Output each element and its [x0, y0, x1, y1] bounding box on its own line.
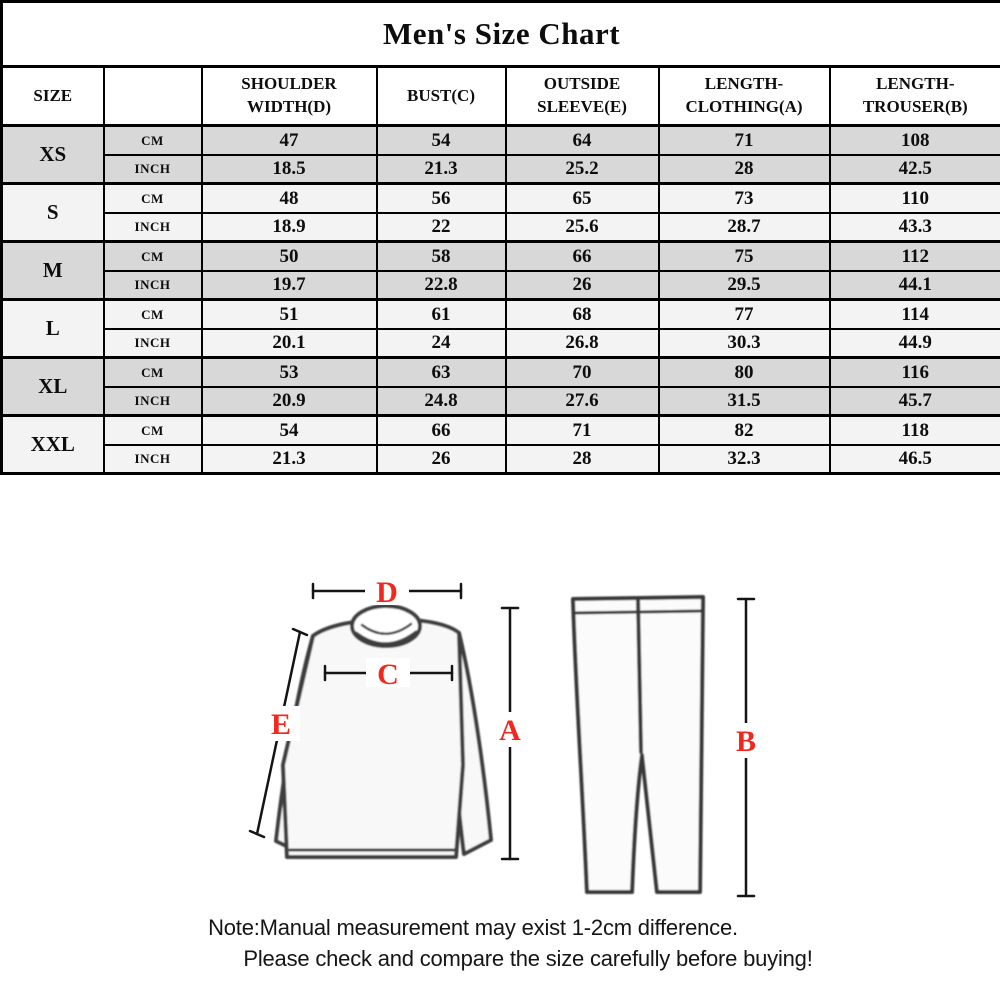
unit-cell: CM: [104, 242, 202, 271]
value-cell: 63: [377, 358, 506, 387]
unit-cell: CM: [104, 184, 202, 213]
note-line-1: Note:Manual measurement may exist 1-2cm difference.: [208, 915, 738, 940]
page-title: Men's Size Chart: [2, 2, 1000, 67]
column-header-unit: [104, 67, 202, 126]
value-cell: 118: [830, 416, 1000, 445]
size-cell: XS: [2, 126, 104, 184]
header-row: [2, 67, 1000, 126]
value-cell: 82: [659, 416, 830, 445]
value-cell: 44.9: [830, 329, 1000, 358]
value-cell: 65: [506, 184, 659, 213]
size-cell: S: [2, 184, 104, 242]
shirt-body: [283, 619, 463, 857]
value-cell: 43.3: [830, 213, 1000, 242]
label-sleeve-e: E: [270, 708, 292, 741]
table-row: [2, 184, 1000, 213]
value-cell: 51: [202, 300, 377, 329]
column-header-clothing: LENGTH-CLOTHING(A): [659, 67, 830, 126]
unit-cell: CM: [104, 300, 202, 329]
table-row: [2, 300, 1000, 329]
value-cell: 75: [659, 242, 830, 271]
value-cell: 46.5: [830, 445, 1000, 474]
measurement-diagram: [0, 475, 1000, 915]
table-row: [2, 242, 1000, 271]
value-cell: 48: [202, 184, 377, 213]
value-cell: 22.8: [377, 271, 506, 300]
title-row: [2, 2, 1000, 67]
value-cell: 25.2: [506, 155, 659, 184]
value-cell: 26: [506, 271, 659, 300]
value-cell: 28: [506, 445, 659, 474]
value-cell: 27.6: [506, 387, 659, 416]
column-header-bust: BUST(C): [377, 67, 506, 126]
value-cell: 44.1: [830, 271, 1000, 300]
value-cell: 19.7: [202, 271, 377, 300]
value-cell: 26.8: [506, 329, 659, 358]
note-text: [0, 912, 1000, 974]
column-header-shoulder: SHOULDER WIDTH(D): [202, 67, 377, 126]
value-cell: 32.3: [659, 445, 830, 474]
value-cell: 114: [830, 300, 1000, 329]
unit-cell: CM: [104, 358, 202, 387]
value-cell: 21.3: [202, 445, 377, 474]
size-cell: L: [2, 300, 104, 358]
value-cell: 20.1: [202, 329, 377, 358]
table-row: [2, 358, 1000, 387]
value-cell: 73: [659, 184, 830, 213]
value-cell: 68: [506, 300, 659, 329]
table-row: [2, 329, 1000, 358]
value-cell: 25.6: [506, 213, 659, 242]
unit-cell: INCH: [104, 213, 202, 242]
unit-cell: INCH: [104, 155, 202, 184]
value-cell: 66: [506, 242, 659, 271]
size-cell: XXL: [2, 416, 104, 474]
value-cell: 26: [377, 445, 506, 474]
table-row: [2, 155, 1000, 184]
value-cell: 20.9: [202, 387, 377, 416]
table-row: [2, 416, 1000, 445]
value-cell: 64: [506, 126, 659, 155]
value-cell: 18.9: [202, 213, 377, 242]
value-cell: 31.5: [659, 387, 830, 416]
label-clothing-length-a: A: [499, 714, 521, 747]
unit-cell: INCH: [104, 387, 202, 416]
unit-cell: CM: [104, 416, 202, 445]
label-bust-c: C: [377, 658, 399, 691]
value-cell: 56: [377, 184, 506, 213]
value-cell: 42.5: [830, 155, 1000, 184]
unit-cell: INCH: [104, 329, 202, 358]
value-cell: 77: [659, 300, 830, 329]
value-cell: 58: [377, 242, 506, 271]
size-table: [0, 0, 1000, 475]
size-cell: XL: [2, 358, 104, 416]
table-row: [2, 126, 1000, 155]
shirt-diagram: [276, 606, 491, 857]
value-cell: 53: [202, 358, 377, 387]
value-cell: 70: [506, 358, 659, 387]
table-row: [2, 213, 1000, 242]
value-cell: 108: [830, 126, 1000, 155]
value-cell: 61: [377, 300, 506, 329]
value-cell: 71: [659, 126, 830, 155]
trousers-diagram: [573, 597, 703, 892]
unit-cell: CM: [104, 126, 202, 155]
value-cell: 80: [659, 358, 830, 387]
value-cell: 50: [202, 242, 377, 271]
value-cell: 54: [202, 416, 377, 445]
value-cell: 24.8: [377, 387, 506, 416]
table-row: [2, 387, 1000, 416]
value-cell: 54: [377, 126, 506, 155]
value-cell: 47: [202, 126, 377, 155]
value-cell: 28: [659, 155, 830, 184]
value-cell: 71: [506, 416, 659, 445]
column-header-sleeve: OUTSIDE SLEEVE(E): [506, 67, 659, 126]
size-cell: M: [2, 242, 104, 300]
value-cell: 116: [830, 358, 1000, 387]
value-cell: 24: [377, 329, 506, 358]
value-cell: 22: [377, 213, 506, 242]
value-cell: 112: [830, 242, 1000, 271]
value-cell: 21.3: [377, 155, 506, 184]
table-row: [2, 445, 1000, 474]
unit-cell: INCH: [104, 445, 202, 474]
value-cell: 45.7: [830, 387, 1000, 416]
unit-cell: INCH: [104, 271, 202, 300]
column-header-trouser: LENGTH-TROUSER(B): [830, 67, 1000, 126]
value-cell: 28.7: [659, 213, 830, 242]
value-cell: 29.5: [659, 271, 830, 300]
table-row: [2, 271, 1000, 300]
label-trouser-length-b: B: [735, 725, 757, 758]
note-line-2: Please check and compare the size carefully before buying!: [243, 946, 813, 971]
column-header-size: SIZE: [2, 67, 104, 126]
label-shoulder-width-d: D: [376, 576, 398, 609]
value-cell: 110: [830, 184, 1000, 213]
value-cell: 30.3: [659, 329, 830, 358]
value-cell: 66: [377, 416, 506, 445]
value-cell: 18.5: [202, 155, 377, 184]
